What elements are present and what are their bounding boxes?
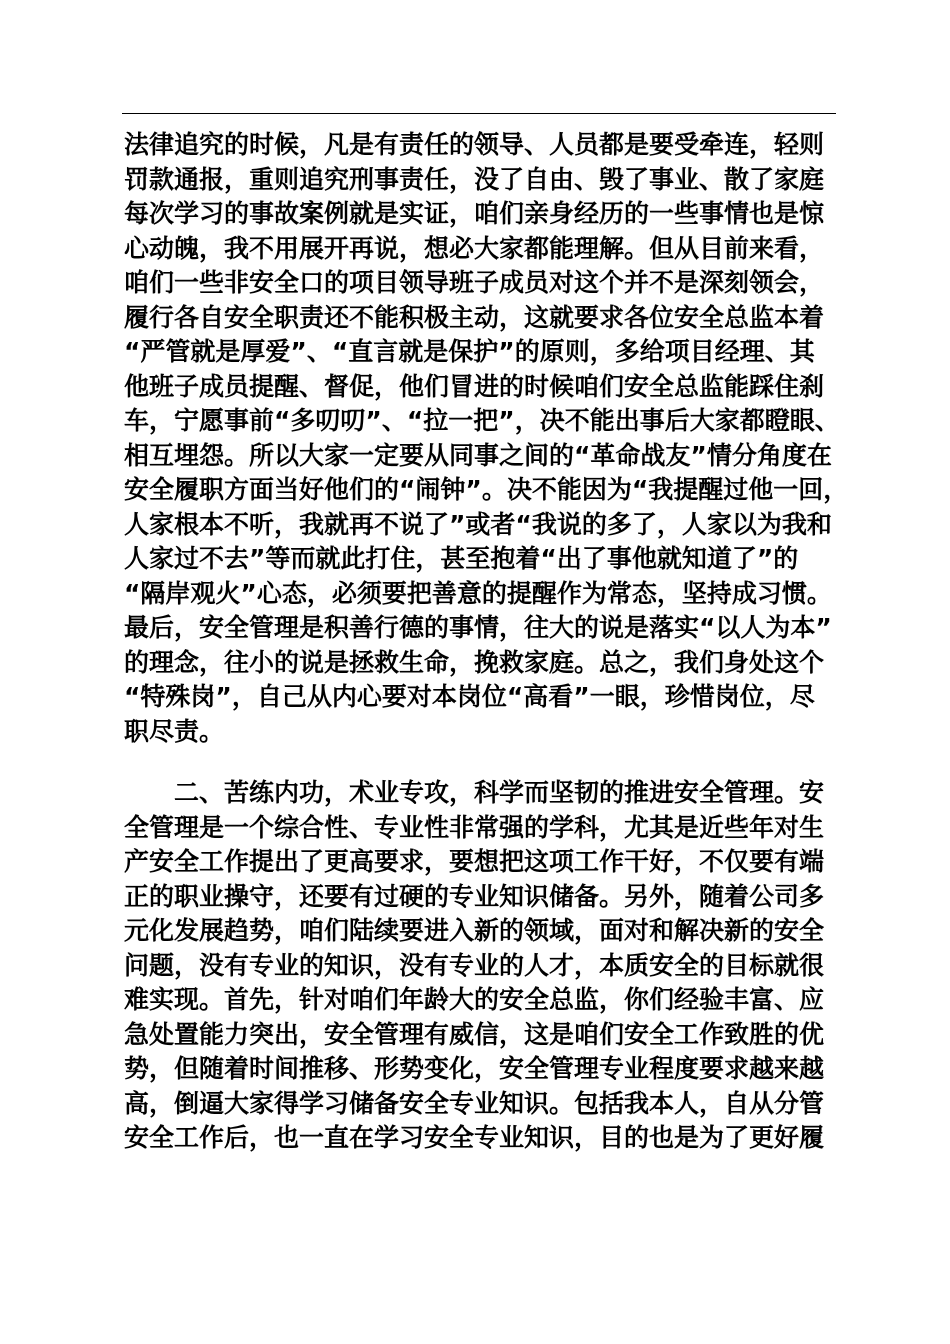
text-line: 产安全工作提出了更高要求，要想把这项工作干好，不仅要有端 (124, 847, 825, 876)
text-line: “隔岸观火”心态，必须要把善意的提醒作为常态，坚持成习惯。 (124, 578, 832, 608)
body-text (124, 128, 864, 1156)
text-line: 心动魄，我不用展开再说，想必大家都能理解。但从目前来看， (124, 233, 825, 263)
text-line: 法律追究的时候，凡是有责任的领导、人员都是要受牵连，轻则 (124, 130, 825, 159)
text-line: 的理念，往小的说是拯救生命，挽救家庭。总之，我们身处这个 (124, 647, 825, 677)
text-line: 安全工作后，也一直在学习安全专业知识，目的也是为了更好履 (124, 1123, 825, 1152)
text-line: 履行各自安全职责还不能积极主动，这就要求各位安全总监本着 (124, 302, 825, 332)
text-line: 全管理是一个综合性、专业性非常强的学科，尤其是近些年对生 (124, 812, 825, 842)
text-line: 罚款通报，重则追究刑事责任，没了自由、毁了事业、散了家庭 (124, 164, 825, 194)
text-line: 车，宁愿事前“多叨叨”、“拉一把”，决不能出事后大家都瞪眼、 (124, 406, 840, 435)
text-line: 人家过不去”等而就此打住，甚至抱着“出了事他就知道了”的 (124, 544, 799, 573)
text-line: 咱们一些非安全口的项目领导班子成员对这个并不是深刻领会， (124, 268, 825, 297)
text-line: 职尽责。 (124, 716, 225, 746)
text-line: 元化发展趋势，咱们陆续要进入新的领域，面对和解决新的安全 (124, 916, 825, 945)
text-line: 难实现。首先，针对咱们年龄大的安全总监，你们经验丰富、应 (124, 985, 825, 1014)
text-line: 相互埋怨。所以大家一定要从同事之间的“革命战友”情分角度在 (124, 440, 832, 470)
text-line: 势，但随着时间推移、形势变化，安全管理专业程度要求越来越 (124, 1054, 825, 1083)
text-line: 二、苦练内功，术业专攻，科学而坚韧的推进安全管理。安 (124, 778, 825, 807)
text-line: 最后，安全管理是积善行德的事情，往大的说是落实“以人为本” (124, 613, 832, 642)
text-line: 人家根本不听，我就再不说了”或者“我说的多了，人家以为我和 (124, 509, 832, 539)
text-line: 他班子成员提醒、督促，他们冒进的时候咱们安全总监能踩住刹 (124, 371, 825, 401)
text-line: 每次学习的事故案例就是实证，咱们亲身经历的一些事情也是惊 (124, 199, 825, 228)
text-line: 急处置能力突出，安全管理有威信，这是咱们安全工作致胜的优 (124, 1019, 825, 1049)
paragraph-gap (124, 749, 864, 776)
text-line: “特殊岗”，自己从内心要对本岗位“高看”一眼，珍惜岗位，尽 (124, 682, 815, 711)
text-line: 安全履职方面当好他们的“闹钟”。决不能因为“我提醒过他一回， (124, 475, 849, 504)
header-rule (122, 113, 836, 114)
text-line: “严管就是厚爱”、“直言就是保护”的原则，多给项目经理、其 (124, 337, 815, 366)
text-line: 高，倒逼大家得学习储备安全专业知识。包括我本人，自从分管 (124, 1088, 825, 1118)
text-line: 问题，没有专业的知识，没有专业的人才，本质安全的目标就很 (124, 950, 825, 980)
text-line: 正的职业操守，还要有过硬的专业知识储备。另外，随着公司多 (124, 881, 825, 911)
